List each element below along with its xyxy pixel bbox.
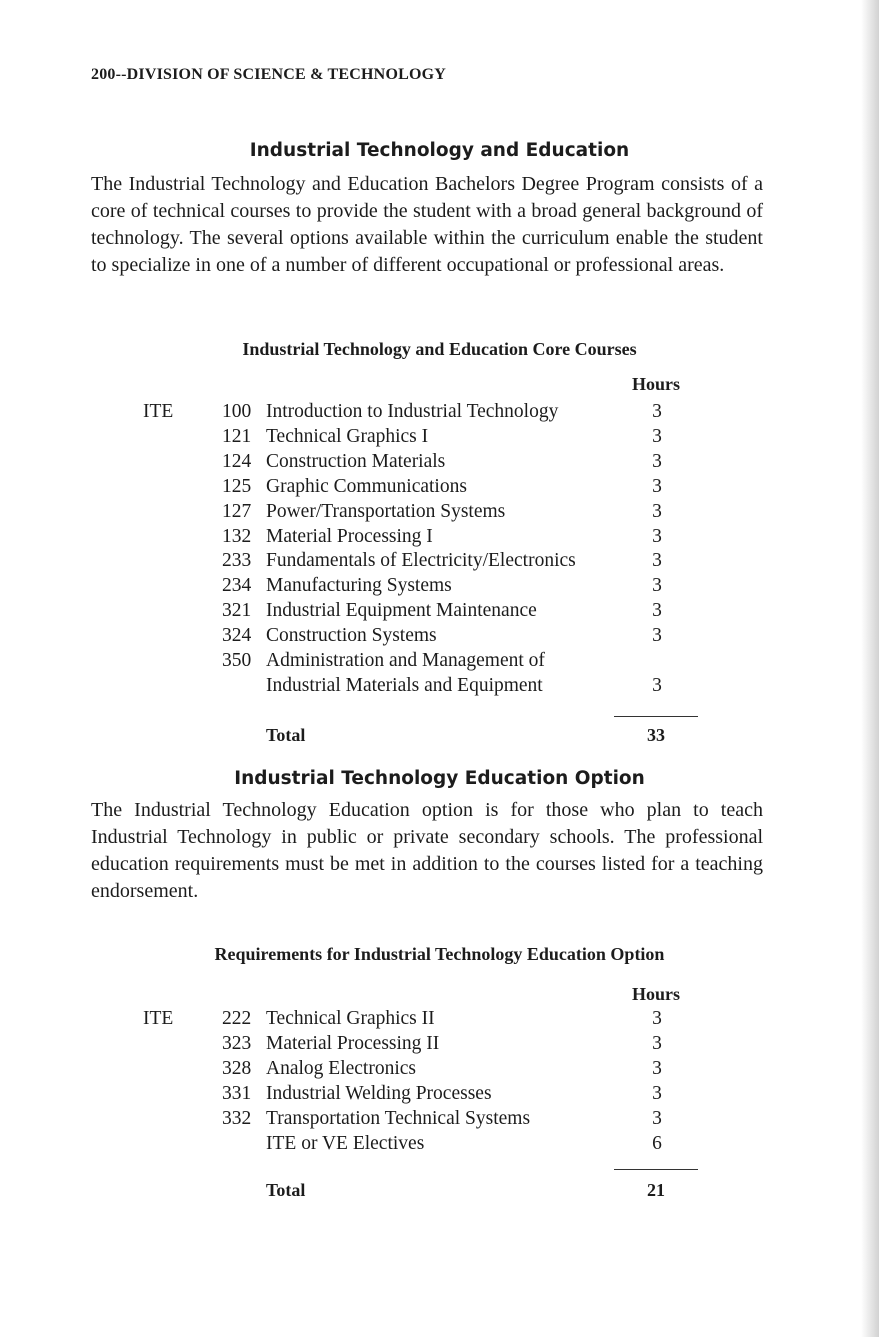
course-number: 323 (222, 1032, 252, 1054)
course-hours: 3 (652, 674, 662, 696)
course-title: Material Processing I (266, 525, 433, 547)
core-total-label: Total (266, 725, 306, 745)
core-total-rule (614, 716, 698, 717)
course-row (0, 499, 879, 524)
course-hours: 3 (652, 1008, 662, 1029)
course-title: Industrial Materials and Equipment (266, 674, 543, 696)
course-number: 332 (222, 1107, 252, 1129)
course-hours: 6 (652, 1132, 662, 1154)
option-total-value: 21 (647, 1180, 665, 1200)
course-title: Construction Materials (266, 450, 446, 472)
option-total-label: Total (266, 1180, 306, 1200)
option-table-title: Requirements for Industrial Technology Education Option (214, 944, 665, 964)
course-number: 234 (222, 575, 252, 597)
course-row (0, 548, 879, 573)
course-hours: 3 (652, 1082, 662, 1104)
course-hours: 3 (652, 1107, 662, 1129)
course-hours: 3 (652, 1032, 662, 1054)
course-number: 132 (222, 525, 252, 547)
course-number: 127 (222, 500, 252, 522)
course-number: 100 (222, 401, 252, 422)
course-number: 233 (222, 550, 252, 572)
option-total-rule (614, 1169, 698, 1170)
course-number: 125 (222, 475, 252, 497)
course-row (0, 598, 879, 623)
course-title: Industrial Welding Processes (266, 1082, 492, 1104)
course-title: Industrial Equipment Maintenance (266, 600, 537, 622)
course-hours: 3 (652, 450, 662, 472)
course-hours: 3 (652, 575, 662, 597)
course-row (0, 1081, 879, 1106)
course-dept: ITE (143, 401, 174, 422)
core-courses-table-title: Industrial Technology and Education Core Courses (242, 339, 637, 359)
running-head: 200--DIVISION OF SCIENCE & TECHNOLOGY (91, 66, 447, 83)
course-title: Technical Graphics II (266, 1008, 435, 1029)
course-title: Transportation Technical Systems (266, 1107, 531, 1129)
section-intro-paragraph: The Industrial Technology and Education Bachelors Degree Program consists of a core of technical courses to provide the student with a broad general background of technology. The several options available within the curriculum enable the student to specialize in one of a number of different occupational or professional areas. (91, 173, 763, 276)
option-hours-header: Hours (631, 984, 680, 1004)
course-row (0, 1131, 879, 1156)
course-number: 321 (222, 600, 252, 622)
course-row (0, 623, 879, 648)
course-row (0, 1056, 879, 1081)
course-title: Introduction to Industrial Technology (266, 401, 559, 422)
course-number: 324 (222, 625, 252, 647)
course-hours: 3 (652, 401, 662, 422)
course-row (0, 474, 879, 499)
course-row (0, 399, 879, 424)
course-number: 222 (222, 1008, 252, 1029)
course-row (0, 524, 879, 549)
course-dept: ITE (143, 1008, 174, 1029)
course-hours: 3 (652, 500, 662, 522)
course-hours: 3 (652, 525, 662, 547)
course-number: 124 (222, 450, 252, 472)
course-hours: 3 (652, 425, 662, 447)
course-row (0, 449, 879, 474)
course-title: Construction Systems (266, 625, 437, 647)
course-title: ITE or VE Electives (266, 1132, 425, 1154)
course-number: 328 (222, 1057, 252, 1079)
core-hours-header: Hours (631, 374, 680, 394)
section-title-education-option: Industrial Technology Education Option (234, 768, 645, 789)
course-title: Technical Graphics I (266, 425, 429, 447)
course-title: Manufacturing Systems (266, 575, 452, 597)
course-hours: 3 (652, 475, 662, 497)
option-intro-paragraph: The Industrial Technology Education option is for those who plan to teach Industrial Technology in public or private secondary schools. The professional education requirements must be met in addition to the courses listed for a teaching endorsement. (91, 799, 763, 902)
course-number: 350 (222, 650, 252, 671)
course-number: 121 (222, 425, 252, 447)
course-row (0, 1006, 879, 1031)
course-hours: 3 (652, 1057, 662, 1079)
course-row (0, 573, 879, 598)
section-title-industrial-technology: Industrial Technology and Education (249, 140, 630, 161)
course-hours: 3 (652, 550, 662, 572)
course-hours: 3 (652, 625, 662, 647)
course-row (0, 1106, 879, 1131)
course-row (0, 648, 879, 673)
course-title: Power/Transportation Systems (266, 500, 506, 522)
course-row (0, 424, 879, 449)
course-title: Administration and Management of (266, 650, 545, 671)
course-hours: 3 (652, 600, 662, 622)
course-title: Graphic Communications (266, 475, 467, 497)
core-total-value: 33 (647, 725, 665, 745)
course-title: Material Processing II (266, 1032, 440, 1054)
course-title: Analog Electronics (266, 1057, 416, 1079)
course-title: Fundamentals of Electricity/Electronics (266, 550, 576, 572)
course-row (0, 673, 879, 698)
course-number: 331 (222, 1082, 252, 1104)
course-row (0, 1031, 879, 1056)
